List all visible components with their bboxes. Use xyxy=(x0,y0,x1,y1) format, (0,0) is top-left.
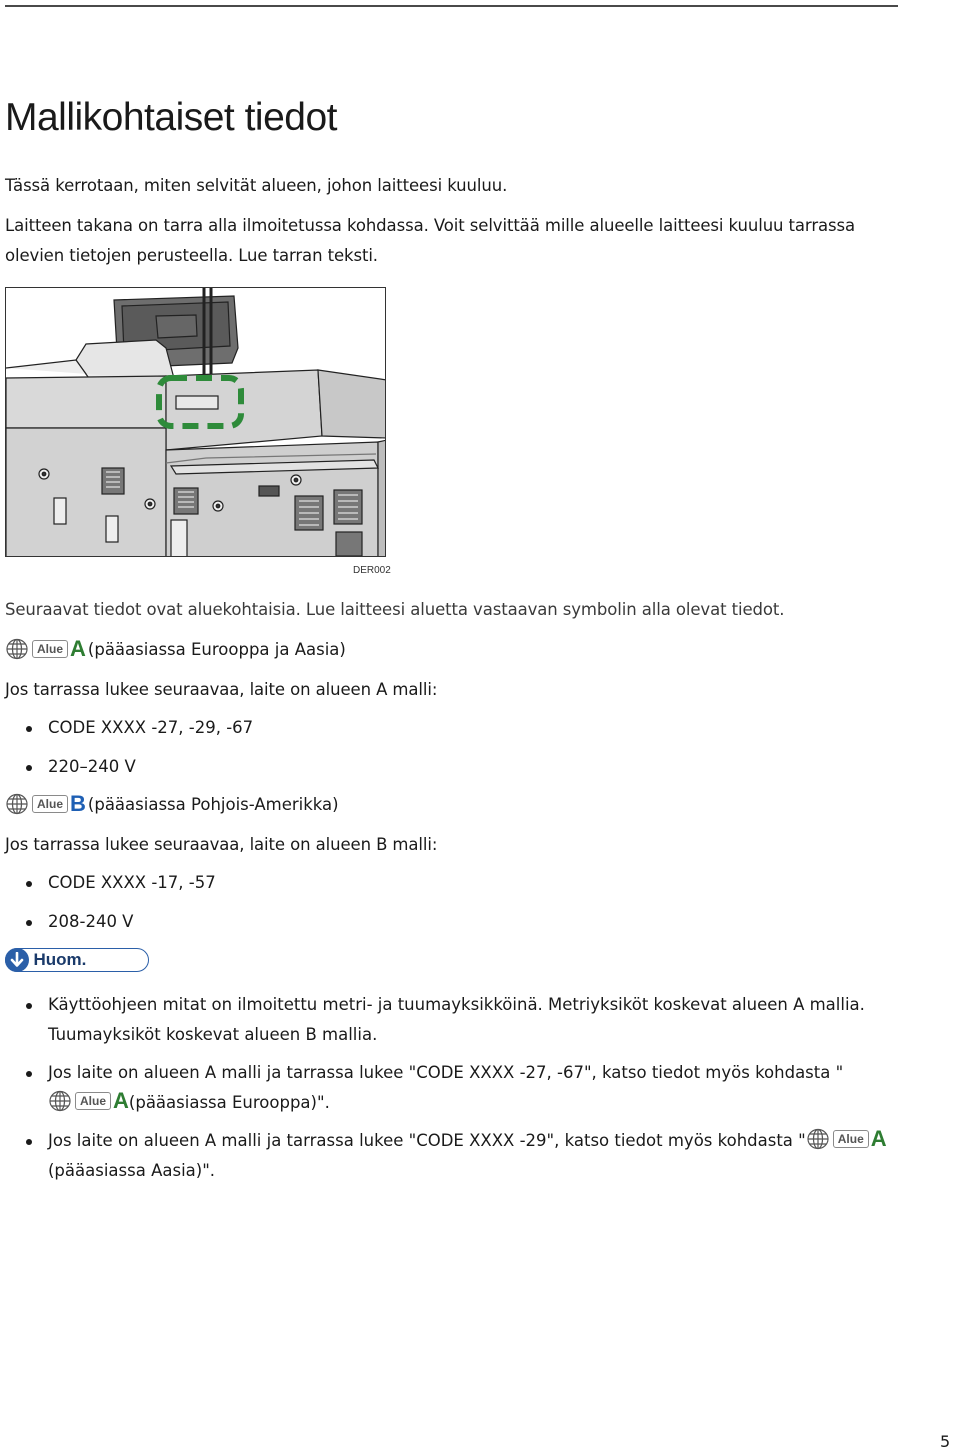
list-item: CODE XXXX -17, -57 xyxy=(0,868,888,898)
list-item: 208-240 V xyxy=(0,907,888,937)
region-b-caption: (pääasiassa Pohjois-Amerikka) xyxy=(87,794,339,814)
region-a-heading xyxy=(5,638,346,660)
badge-label: Alue xyxy=(833,1130,869,1148)
list-item xyxy=(0,1126,888,1186)
region-b-list xyxy=(0,868,888,937)
note-list xyxy=(0,990,888,1194)
badge-label: Alue xyxy=(32,795,68,813)
globe-icon xyxy=(48,1090,72,1112)
region-a-badge xyxy=(48,1090,129,1112)
badge-label: Alue xyxy=(75,1092,111,1110)
list-item: 220–240 V xyxy=(0,752,888,782)
page-number: 5 xyxy=(940,1432,951,1451)
intro-text: Tässä kerrotaan, miten selvität alueen, johon laitteesi kuuluu. xyxy=(5,176,508,195)
region-letter: A xyxy=(113,1088,129,1113)
region-a-badge xyxy=(5,638,86,660)
region-intro-text: Seuraavat tiedot ovat aluekohtaisia. Lue laitteesi aluetta vastaavan symbolin alla olevat tiedot. xyxy=(5,600,785,619)
list-item: CODE XXXX -27, -29, -67 xyxy=(0,713,888,743)
region-b-badge xyxy=(5,793,86,815)
down-arrow-icon xyxy=(5,948,29,972)
label-info-text: Laitteen takana on tarra alla ilmoitetussa kohdassa. Voit selvittää mille alueelle laitteesi kuuluu tarrassa olevien tietojen perusteella. Lue tarran teksti. xyxy=(5,216,856,265)
note-item3-text: Jos laite on alueen A malli ja tarrassa lukee "CODE XXXX -29", katso tiedot myös kohdasta " xyxy=(48,1131,806,1150)
region-letter: A xyxy=(870,1126,887,1151)
region-a-badge xyxy=(806,1128,887,1150)
globe-icon xyxy=(5,638,29,660)
globe-icon xyxy=(806,1128,830,1150)
page-title: Mallikohtaiset tiedot xyxy=(5,96,338,139)
figure-code: DER002 xyxy=(353,565,391,576)
note-heading xyxy=(5,948,149,972)
list-item xyxy=(0,1058,888,1118)
note-item2-text: Jos laite on alueen A malli ja tarrassa lukee "CODE XXXX -27, -67", katso tiedot myös kohdasta " xyxy=(48,1063,844,1082)
note-item3-suffix: (pääasiassa Aasia)". xyxy=(48,1161,216,1180)
globe-icon xyxy=(5,793,29,815)
region-a-caption: (pääasiassa Eurooppa ja Aasia) xyxy=(87,639,346,659)
region-b-description: Jos tarrassa lukee seuraavaa, laite on alueen B malli: xyxy=(5,835,438,854)
region-a-description: Jos tarrassa lukee seuraavaa, laite on alueen A malli: xyxy=(5,680,438,699)
badge-label: Alue xyxy=(32,640,68,658)
region-a-list xyxy=(0,713,888,782)
note-label: Huom. xyxy=(33,950,87,969)
region-letter: B xyxy=(70,791,86,816)
region-b-heading xyxy=(5,793,339,815)
region-letter: A xyxy=(70,636,86,661)
list-item: Käyttöohjeen mitat on ilmoitettu metri- ja tuumayksikköinä. Metriyksiköt koskevat alueen A mallia. Tuumayksiköt koskevat alueen B mallia. xyxy=(0,990,888,1050)
machine-illustration xyxy=(5,287,386,557)
header-rule xyxy=(5,5,898,7)
note-item2-suffix: (pääasiassa Eurooppa)". xyxy=(128,1093,330,1112)
